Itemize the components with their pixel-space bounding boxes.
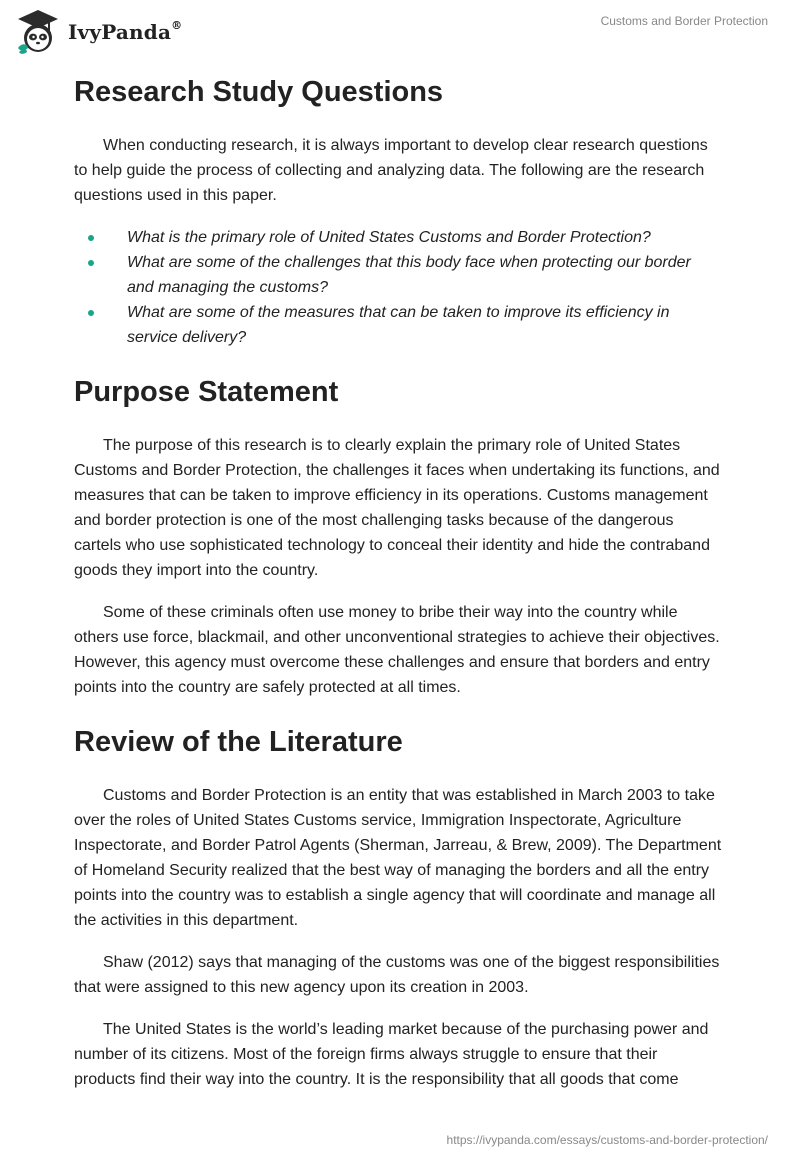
registered-mark: ®	[171, 19, 183, 33]
list-item-text: What is the primary role of United States Customs and Border Protection?	[127, 229, 651, 246]
paragraph: The purpose of this research is to clearly explain the primary role of United States Customs and Border Protection, the challenges it faces when undertaking its functions, and measures that can be taken to improve efficiency in its operations. Customs management and border protection is one of the most challenging tasks because of the dangerous cartels who use sophisticated technology to conceal their identity and hide the contraband goods they import into the country.	[74, 437, 720, 579]
page-header	[0, 0, 800, 64]
list-item	[74, 225, 722, 250]
source-url[interactable]: https://ivypanda.com/essays/customs-and-border-protection/	[446, 1133, 768, 1147]
list-item	[74, 300, 722, 350]
paragraph: Some of these criminals often use money to bribe their way into the country while others use force, blackmail, and other unconventional strategies to achieve their objectives. However, this agency must overcome these challenges and ensure that borders and entry points into the country are safely protected at all times.	[74, 604, 720, 696]
heading-research-study-questions: Research Study Questions	[74, 76, 444, 108]
essay-content	[74, 72, 722, 1092]
bullet-icon	[88, 260, 94, 266]
panda-logo-icon	[14, 8, 62, 56]
heading-purpose-statement: Purpose Statement	[74, 376, 339, 408]
bullet-icon	[88, 310, 94, 316]
paragraph: Shaw (2012) says that managing of the customs was one of the biggest responsibilities that were assigned to this new agency upon its creation in 2003.	[74, 954, 720, 996]
list-item-text: What are some of the measures that can be taken to improve its efficiency in service delivery?	[127, 304, 670, 346]
brand-name	[68, 20, 182, 44]
document-title: Customs and Border Protection	[600, 14, 768, 28]
paragraph: Customs and Border Protection is an entity that was established in March 2003 to take over the roles of United States Customs service, Immigration Inspectorate, Agriculture Inspectorate, and Border Patrol Agents (Sherman, Jarreau, & Brew, 2009). The Department of Homeland Security realized that the best way of managing the borders and all the entry points into the country was to establish a single agency that will coordinate and manage all the activities in this department.	[74, 787, 722, 929]
heading-review-of-literature: Review of the Literature	[74, 726, 403, 758]
ivypanda-logo[interactable]	[14, 8, 182, 56]
paragraph: When conducting research, it is always important to develop clear research questions to help guide the process of collecting and analyzing data. The following are the research questions used in this paper.	[74, 137, 708, 204]
research-questions-list	[74, 225, 722, 350]
brand-text: IvyPanda	[68, 20, 172, 44]
bullet-icon	[88, 235, 94, 241]
list-item	[74, 250, 722, 300]
paragraph: The United States is the world’s leading market because of the purchasing power and number of its citizens. Most of the foreign firms always struggle to ensure that their products find their way into the country. It is the responsibility that all goods that come	[74, 1021, 709, 1088]
list-item-text: What are some of the challenges that this body face when protecting our border and managing the customs?	[127, 254, 691, 296]
